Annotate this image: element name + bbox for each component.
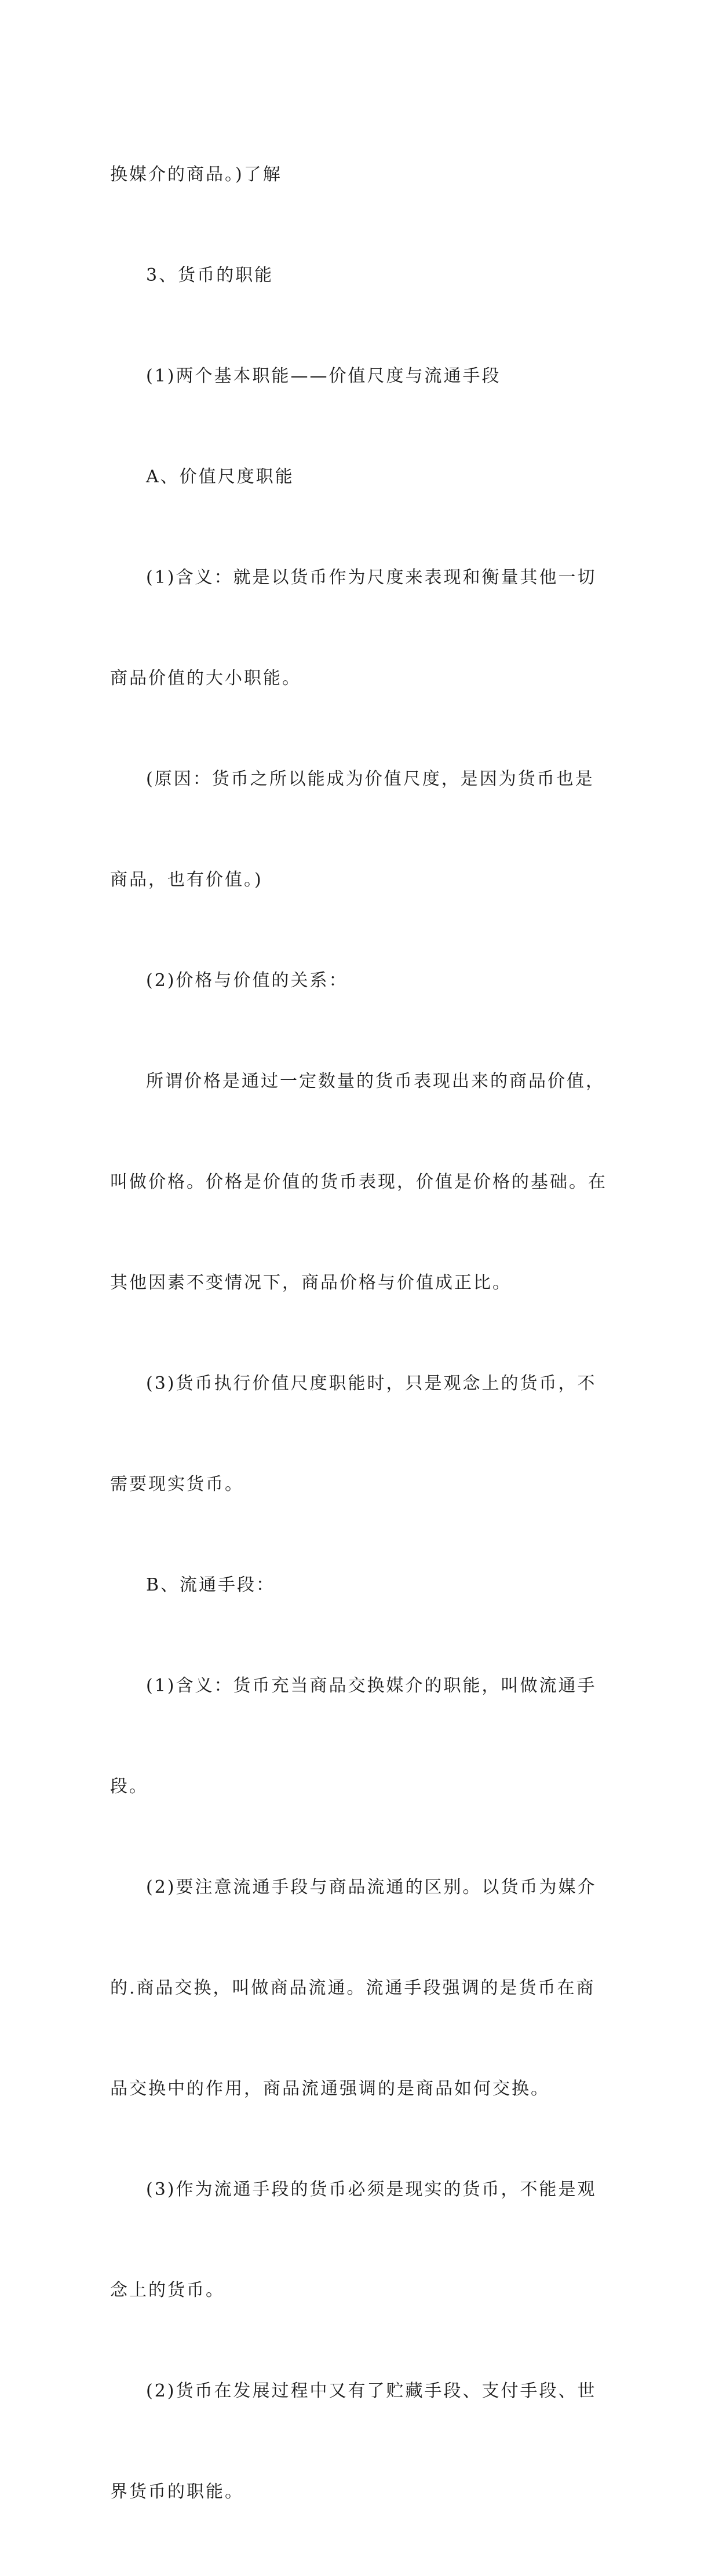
text-line: 其他因素不变情况下，商品价格与价值成正比。	[110, 1273, 512, 1293]
text-line: (1)含义：货币充当商品交换媒介的职能，叫做流通手	[146, 1676, 597, 1696]
text-line: 段。	[110, 1776, 148, 1797]
text-line: 品交换中的作用，商品流通强调的是商品如何交换。	[110, 2079, 550, 2099]
subsection-heading: B、流通手段：	[146, 1575, 276, 1595]
text-line: 叫做价格。价格是价值的货币表现，价值是价格的基础。在	[110, 1172, 607, 1192]
section-heading: 3、货币的职能	[146, 265, 274, 285]
subsection-heading: A、价值尺度职能	[146, 467, 294, 487]
text-line: 商品价值的大小职能。	[110, 668, 301, 688]
text-line: 商品，也有价值。)	[110, 870, 263, 890]
text-line: 的.商品交换，叫做商品流通。流通手段强调的是货币在商	[110, 1978, 596, 1998]
text-line: (3)货币执行价值尺度职能时，只是观念上的货币，不	[146, 1373, 597, 1394]
text-line: 换媒介的商品。)了解	[110, 164, 282, 185]
text-line: (原因：货币之所以能成为价值尺度，是因为货币也是	[146, 769, 594, 789]
body-text	[110, 91, 620, 2576]
text-line: 界货币的职能。	[110, 2482, 244, 2502]
text-line: (3)作为流通手段的货币必须是现实的货币，不能是观	[146, 2179, 597, 2200]
text-line: (2)价格与价值的关系：	[146, 970, 348, 991]
text-line: (2)货币在发展过程中又有了贮藏手段、支付手段、世	[146, 2381, 597, 2401]
text-line: (1)两个基本职能——价值尺度与流通手段	[146, 366, 501, 386]
text-line: 念上的货币。	[110, 2280, 225, 2300]
text-line: (1)含义：就是以货币作为尺度来表现和衡量其他一切	[146, 567, 597, 588]
text-line: 所谓价格是通过一定数量的货币表现出来的商品价值，	[146, 1071, 605, 1091]
text-line: (2)要注意流通手段与商品流通的区别。以货币为媒介	[146, 1877, 597, 1897]
text-line: 需要现实货币。	[110, 1474, 244, 1494]
